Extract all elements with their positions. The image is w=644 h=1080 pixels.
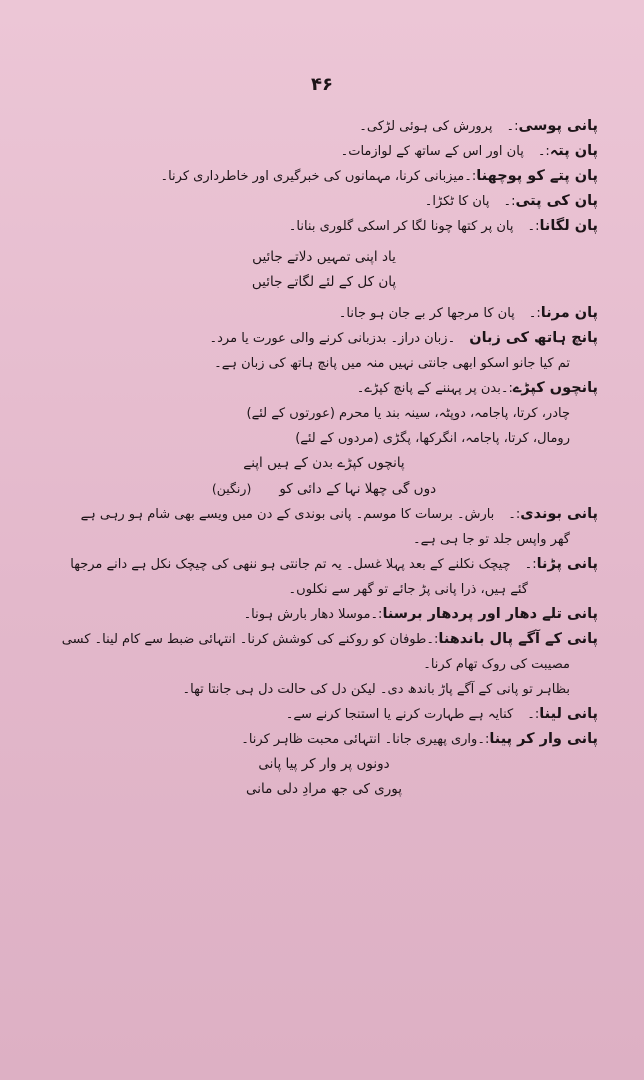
entry-term: پانی لینا [539, 706, 598, 722]
entry-paanchon-kapre [50, 376, 598, 401]
entry-paanch-haath-ki-zaban [50, 326, 598, 351]
example-sentence: تم کیا جانو اسکو ابھی جانتی نہیں منہ میں پانچ ہاتھ کی زبان ہے۔ [214, 356, 570, 371]
entry-separator: :۔ [527, 219, 540, 234]
entry-definition: بارش۔ برسات کا موسم۔ پانی بوندی کے دن میں ویسے بھی شام ہو رہی ہے [80, 507, 495, 522]
entry-term: پان پتہ [549, 143, 598, 159]
entry-term: پانی پڑنا [536, 556, 598, 572]
entry-paan-lagana [50, 214, 598, 239]
entry-term: پانی تلے دھار اور پردھار برسنا [382, 606, 598, 622]
verse-line: دونوں پر وار کر پیا پانی [258, 756, 390, 772]
entry-pani-posi [50, 114, 598, 139]
entry-paan-ki-patti [50, 189, 598, 214]
entry-separator: :۔ [477, 732, 490, 747]
entry-separator: ۔ [447, 331, 456, 346]
entry-definition: کنایہ ہے طہارت کرنے یا استنجا کرنے سے۔ [285, 707, 514, 722]
entry-term: پانی کے آگے پال باندھنا [438, 631, 598, 647]
verse-line: دوں گی چھلا نہا کے دائی کو(رنگین) [211, 481, 437, 497]
entry-paan-patta [50, 139, 598, 164]
entry-paan-marna [50, 301, 598, 326]
entry-term: پانی پوسی [518, 118, 598, 134]
entry-definition: بدن پر پہننے کے پانچ کپڑے۔ [356, 381, 501, 396]
entry-definition: پان کا مرجھا کر بے جان ہو جانا۔ [338, 306, 515, 321]
verse-line: پانچوں کپڑے بدن کے ہیں اپنے [243, 455, 405, 471]
entry-definition: زبان دراز۔ بدزبانی کرنے والی عورت یا مرد۔ [209, 331, 448, 346]
kapre-women-list: چادر، کرتا، پاجامہ، دوپٹہ، سینہ بند یا محرم (عورتوں کے لئے) [246, 406, 570, 421]
entry-pani-waar-kar-peena [50, 727, 598, 752]
entry-pani-ke-aage-paal [50, 627, 598, 652]
entry-definition: میزبانی کرنا، مہمانوں کی خبرگیری اور خاطرداری کرنا۔ [160, 169, 465, 184]
entry-term: پان کی پتی [515, 193, 598, 209]
verse-line: پوری کی جھ مرادِ دلی مانی [245, 781, 402, 797]
entry-separator: :۔ [503, 194, 516, 209]
entry-term: پان پتے کو پوچھنا [476, 168, 598, 184]
verse-line: پان کل کے لئے لگاتے جائیں [251, 274, 397, 290]
entry-term: پان لگانا [539, 218, 598, 234]
entry-separator: :۔ [527, 707, 540, 722]
verse-source: (رنگین) [211, 481, 252, 496]
entry-separator: :۔ [508, 507, 521, 522]
entry-term: پانی بوندی [520, 506, 598, 522]
entry-separator: :۔ [500, 381, 513, 396]
entry-paan-patte-ko-poochna [50, 164, 598, 189]
dictionary-text [50, 114, 598, 802]
entry-pani-tale-dhaar [50, 602, 598, 627]
entry-definition: پان پر کتھا چونا لگا کر اسکی گلوری بنانا۔ [288, 219, 514, 234]
entry-term: پانچ ہاتھ کی زبان [469, 330, 598, 346]
entry-separator: :۔ [524, 557, 537, 572]
entry-definition: پان اور اس کے ساتھ کے لوازمات۔ [340, 144, 524, 159]
entry-definition: پان کا ٹکڑا۔ [424, 194, 490, 209]
entry-separator: :۔ [426, 632, 439, 647]
entry-term: پانچوں کپڑے [512, 380, 598, 396]
entry-definition: چیچک نکلنے کے بعد پہلا غسل۔ یہ تم جانتی ہو ننھی کی چیچک نکل ہے دانے مرجھا [70, 557, 511, 572]
entry-separator: :۔ [528, 306, 541, 321]
entry-definition: پرورش کی ہوئی لڑکی۔ [359, 119, 493, 134]
entry-definition: موسلا دھار بارش ہونا۔ [243, 607, 371, 622]
entry-definition: واری پھیری جانا۔ انتہائی محبت ظاہر کرنا۔ [241, 732, 478, 747]
example-sentence: بظاہر تو پانی کے آگے پاڑ باندھ دی۔ لیکن دل کی حالت دل ہی جانتا تھا۔ [182, 682, 570, 697]
entry-continuation: گھر واپس جلد تو جا ہی ہے۔ [412, 532, 570, 547]
page-number: ۴۶ [311, 74, 333, 95]
entry-term: پانی وار کر پینا [489, 731, 598, 747]
entry-separator: :۔ [537, 144, 550, 159]
entry-separator: :۔ [370, 607, 383, 622]
kapre-men-list: رومال، کرتا، پاجامہ، انگرکھا، پگڑی (مردوں کے لئے) [295, 431, 570, 446]
entry-continuation: مصیبت کی روک تھام کرنا۔ [423, 657, 570, 672]
entry-pani-boondi [50, 502, 598, 527]
entry-pani-parna [50, 552, 598, 577]
entry-term: پان مرنا [540, 305, 598, 321]
entry-separator: :۔ [506, 119, 519, 134]
entry-pani-lena [50, 702, 598, 727]
entry-continuation: گئے ہیں، ذرا پانی پڑ جائے تو گھر سے نکلوں۔ [288, 582, 528, 597]
verse-line: یاد اپنی تمہیں دلاتے جائیں [252, 249, 396, 265]
entry-separator: :۔ [464, 169, 477, 184]
entry-definition: طوفان کو روکنے کی کوشش کرنا۔ انتہائی ضبط سے کام لینا۔ کسی [61, 632, 427, 647]
